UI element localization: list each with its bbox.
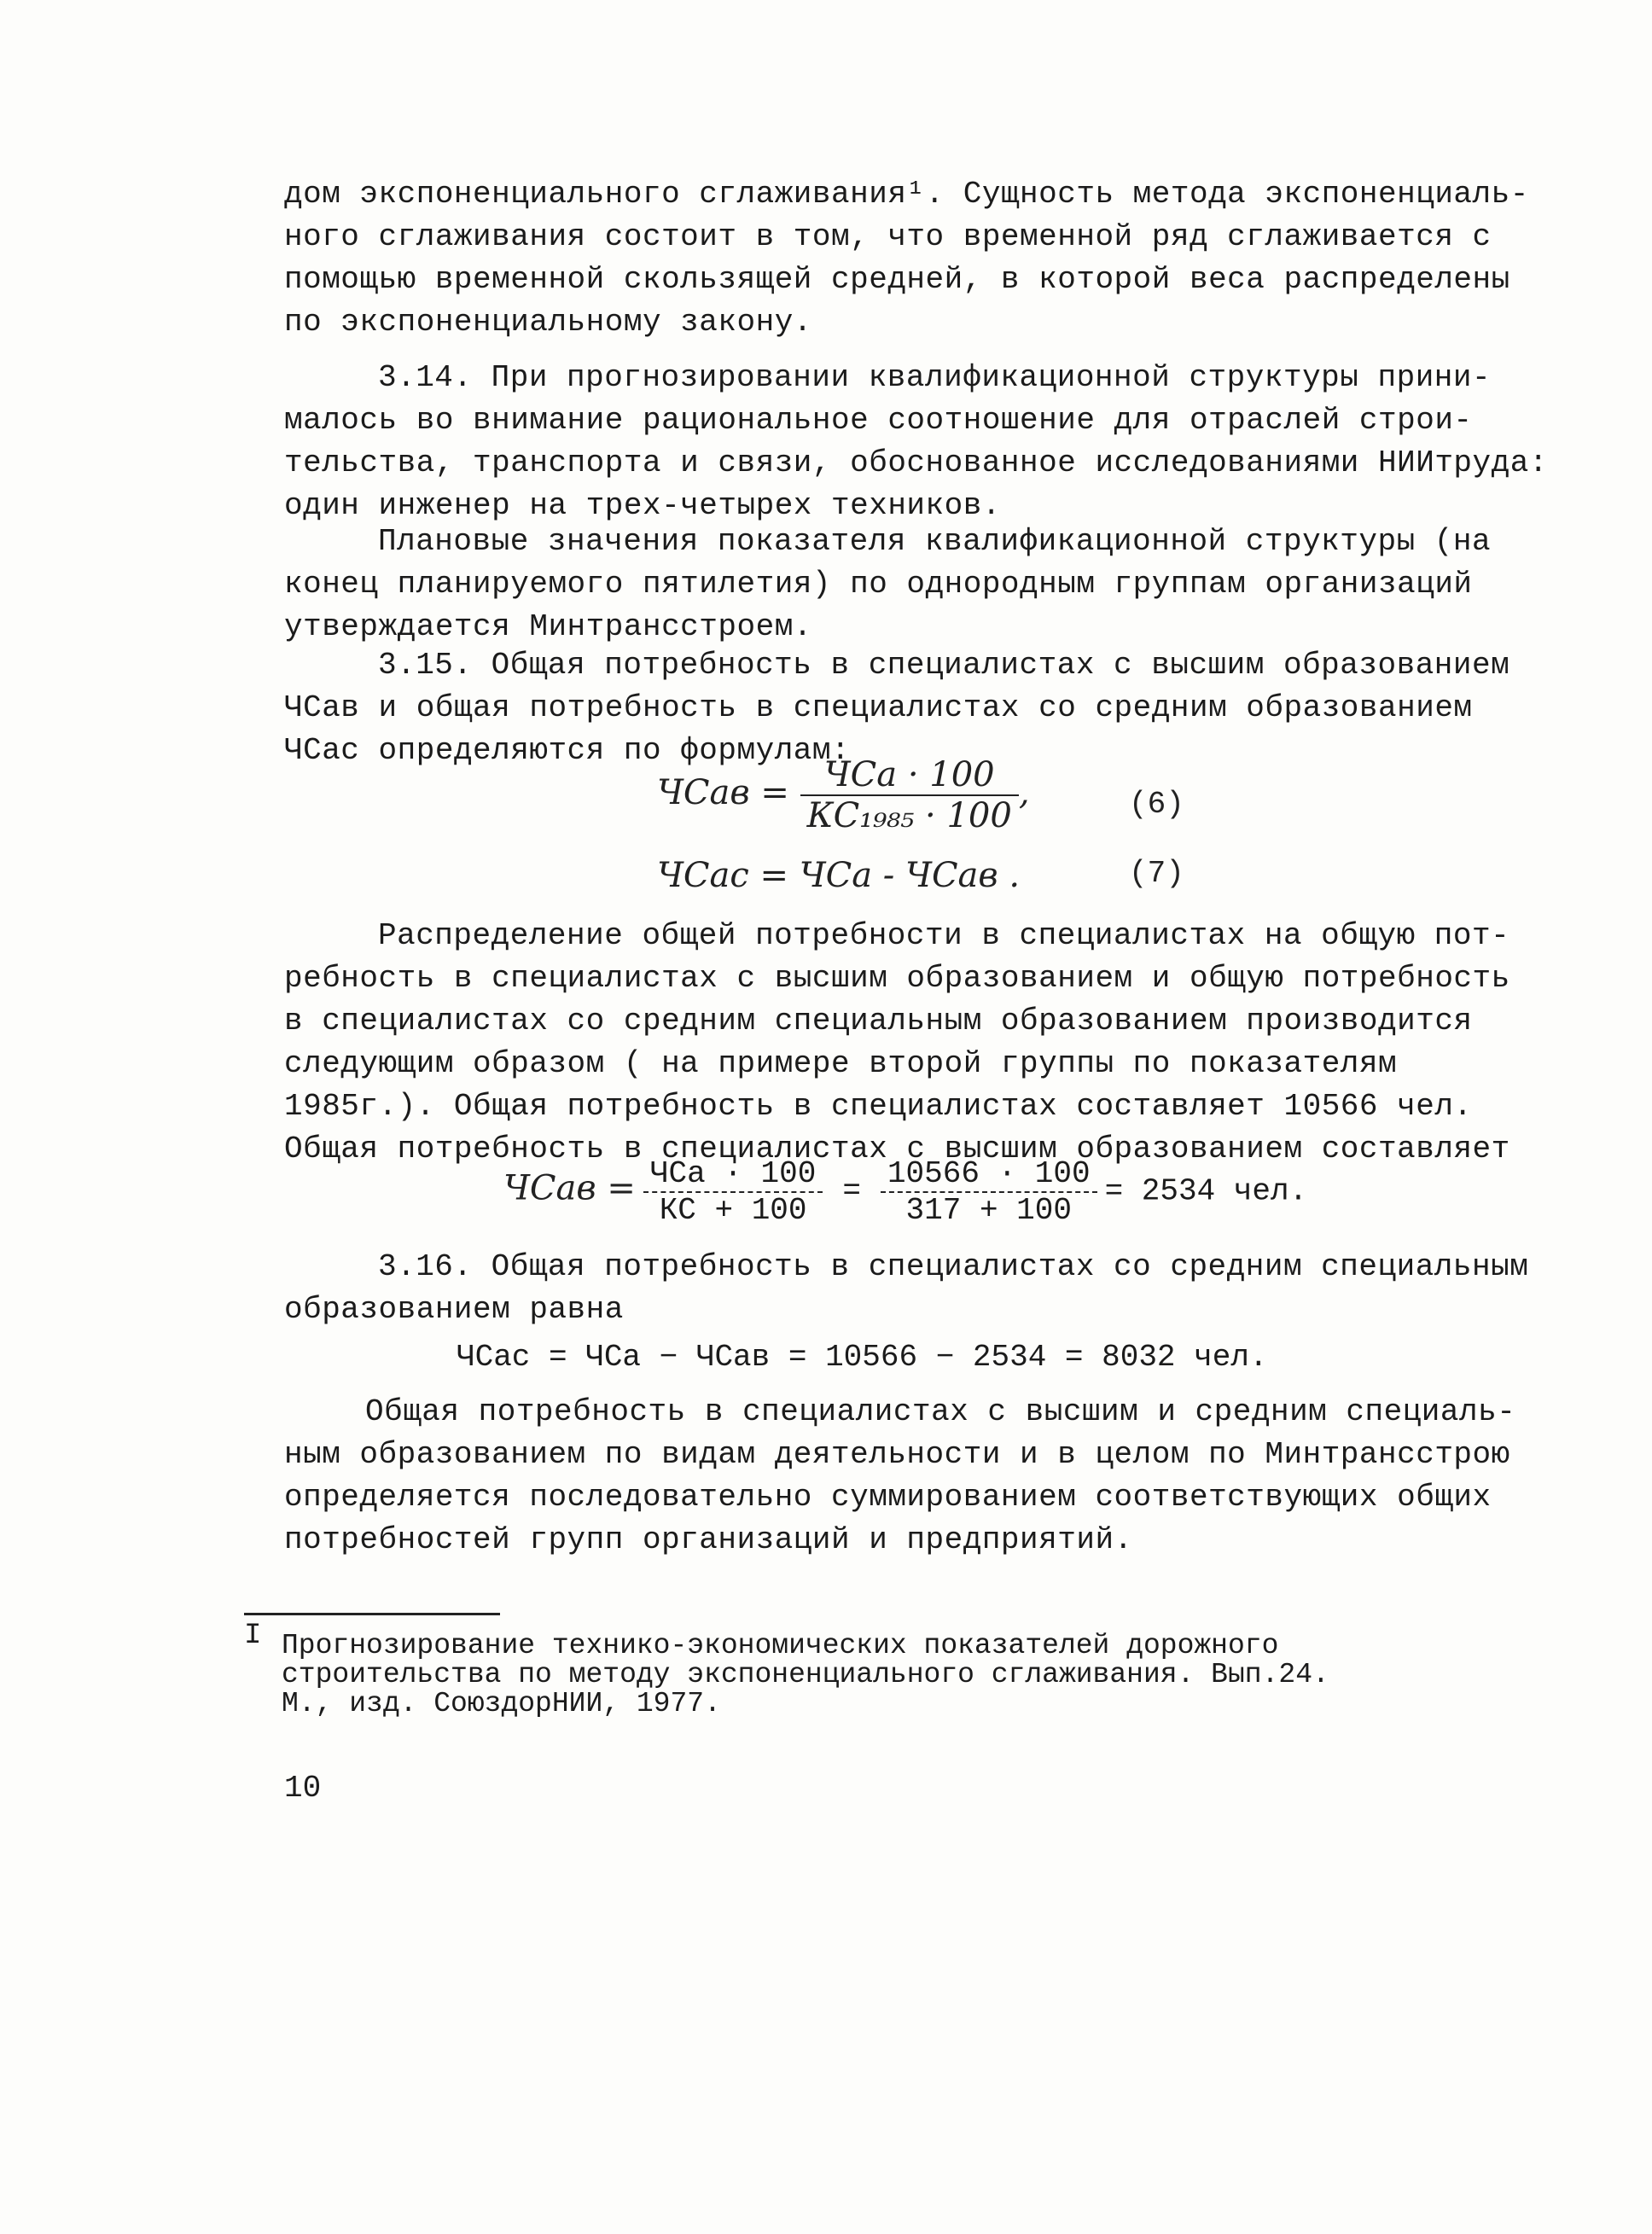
distribution-paragraph (284, 915, 1510, 1171)
text-line: конец планируемого пятилетия) по однородным группам организаций (284, 567, 1473, 602)
text-line: один инженер на трех-четырех техников. (284, 488, 1001, 523)
fraction-numerator: 10566 · 100 (881, 1156, 1097, 1193)
text-line: ЧCас определяются по формулам: (284, 733, 851, 768)
text-line: по экспоненциальному закону. (284, 305, 812, 340)
footnote-line: Прогнозирование технико-экономических показателей дорожного (282, 1630, 1279, 1661)
text-line: следующим образом ( на примере второй группы по показателям (284, 1046, 1398, 1081)
calc-lhs: ЧCав = (503, 1168, 636, 1208)
calc-fraction-2 (881, 1156, 1097, 1228)
equation-number-7: (7) (1129, 856, 1184, 891)
section-3-15 (284, 644, 1510, 772)
formula-7: ЧCас = ЧCа - ЧCав . (657, 856, 1021, 895)
plan-paragraph (284, 521, 1492, 649)
text-line: Общая потребность в специалистах с высшим образованием составляет (284, 1132, 1510, 1166)
calc-result: = 2534 чел. (1104, 1173, 1308, 1209)
fraction-denominator: КC + 100 (659, 1193, 807, 1228)
text-line: 3.14. При прогнозировании квалификационной структуры прини- (378, 360, 1492, 395)
text-line: 1985г.). Общая потребность в специалистах составляет 10566 чел. (284, 1089, 1473, 1124)
calculation-example (503, 1156, 1307, 1228)
formula-6 (657, 755, 1030, 835)
footnote-marker: I (244, 1620, 262, 1652)
intro-paragraph (284, 173, 1529, 344)
footnote-line: строительства по методу экспоненциального сглаживания. Вып.24. (282, 1659, 1329, 1690)
formula-fraction (800, 755, 1019, 835)
text-line: дом экспоненциального сглаживания¹. Сущность метода экспоненциаль- (284, 177, 1529, 212)
text-line: малось во внимание рациональное соотношение для отраслей строи- (284, 403, 1473, 438)
fraction-numerator: ЧCа · 100 (800, 755, 1019, 796)
calc-fraction-1 (643, 1156, 823, 1228)
text-line: ным образованием по видам деятельности и в целом по Минтрансстрою (284, 1437, 1510, 1472)
fraction-denominator: КC₁₉₈₅ · 100 (806, 796, 1012, 835)
text-line: ЧCав и общая потребность в специалистах со средним образованием (284, 690, 1473, 725)
equation-number-6: (6) (1129, 787, 1184, 822)
formula-tail: , (1018, 773, 1030, 812)
formula-lhs: ЧCав = (657, 773, 789, 812)
text-line: ного сглаживания состоит в том, что временной ряд сглаживается с (284, 219, 1492, 254)
text-line: утверждается Минтрансстроем. (284, 609, 812, 644)
section-3-16 (284, 1246, 1529, 1331)
text-line: Плановые значения показателя квалификационной структуры (на (378, 524, 1492, 559)
footnote (244, 1621, 1329, 1719)
fraction-numerator: ЧCа · 100 (643, 1156, 823, 1193)
text-line: помощью временной скользящей средней, в которой веса распределены (284, 262, 1510, 297)
page-number: 10 (284, 1771, 322, 1806)
calculation-3-16: ЧCас = ЧCа − ЧCав = 10566 − 2534 = 8032 чел. (457, 1340, 1268, 1375)
footnote-line: М., изд. СоюздорНИИ, 1977. (282, 1688, 721, 1719)
text-line: потребностей групп организаций и предприятий. (284, 1522, 1133, 1557)
footnote-divider (244, 1613, 500, 1615)
summary-paragraph (284, 1391, 1516, 1562)
section-3-14 (284, 357, 1548, 527)
text-line: Общая потребность в специалистах с высшим и средним специаль- (365, 1394, 1516, 1429)
fraction-denominator: 317 + 100 (905, 1193, 1072, 1228)
text-line: определяется последовательно суммированием соответствующих общих (284, 1480, 1492, 1515)
text-line: Распределение общей потребности в специалистах на общую пот- (378, 918, 1510, 953)
text-line: 3.15. Общая потребность в специалистах с высшим образованием (378, 648, 1510, 683)
calc-equals: = (842, 1173, 861, 1209)
text-line: тельства, транспорта и связи, обоснованное исследованиями НИИтруда: (284, 445, 1548, 480)
text-line: ребность в специалистах с высшим образованием и общую потребность (284, 961, 1510, 996)
text-line: в специалистах со средним специальным образованием производится (284, 1004, 1473, 1038)
text-line: образованием равна (284, 1292, 624, 1327)
text-line: 3.16. Общая потребность в специалистах со средним специальным (378, 1249, 1529, 1284)
